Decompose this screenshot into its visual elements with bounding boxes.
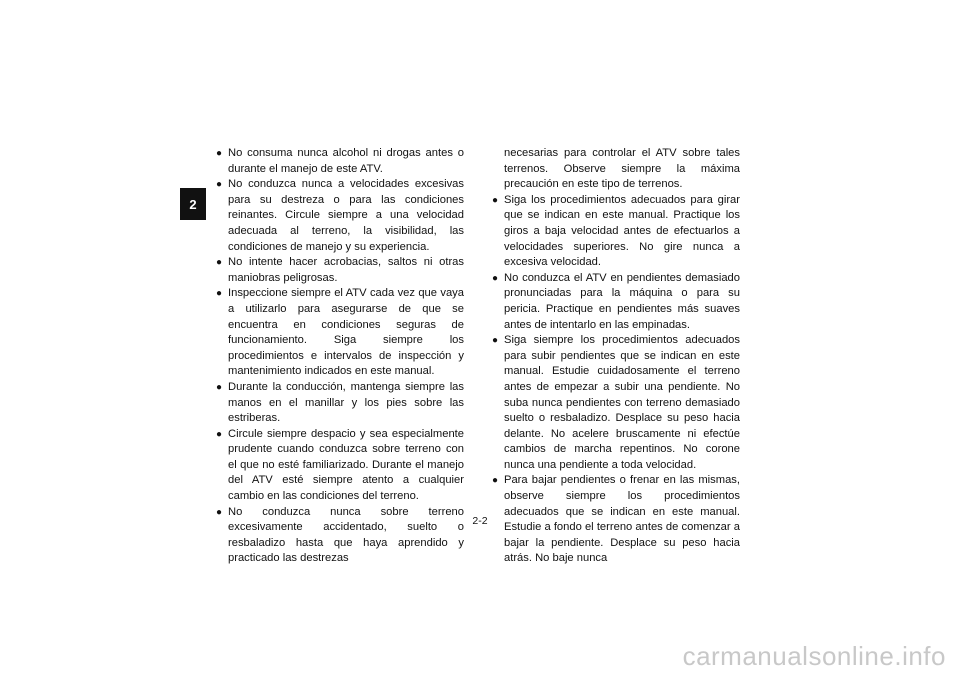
- bullet-icon: ●: [216, 381, 223, 393]
- list-item-text: No conduzca el ATV en pendientes demasiado pronunciadas para la máquina o para su pericia. Practique en pendientes más suaves antes de intentarlo en las empinadas.: [504, 271, 740, 331]
- list-item-text: Inspeccione siempre el ATV cada vez que vaya a utilizarlo para asegurarse de que se encuentra en condiciones seguras de funcionamiento. Siga siempre los procedimientos e intervalos de inspección y mantenimiento indicados en este manual.: [228, 287, 464, 378]
- bullet-icon: ●: [216, 179, 223, 191]
- bullet-icon: ●: [216, 288, 223, 300]
- right-column: [492, 146, 740, 567]
- list-item: [216, 177, 464, 255]
- continued-text: necesarias para controlar el ATV sobre tales terrenos. Observe siempre la máxima precaución en este tipo de terrenos.: [504, 147, 740, 191]
- list-item: [492, 333, 740, 473]
- bullet-icon: ●: [492, 475, 499, 487]
- bullet-icon: ●: [216, 257, 223, 269]
- bullet-icon: ●: [492, 194, 499, 206]
- bullet-icon: ●: [216, 428, 223, 440]
- list-item: [216, 380, 464, 427]
- list-item-text: No conduzca nunca a velocidades excesivas para su destreza o para las condiciones reinantes. Circule siempre a una velocidad adecuada al terreno, la visibilidad, las condiciones de manejo y su experiencia.: [228, 178, 464, 253]
- chapter-tab: 2: [180, 188, 206, 220]
- list-item-text: No conduzca nunca sobre terreno excesivamente accidentado, suelto o resbaladizo hasta que haya aprendido y practicado las destrezas: [228, 505, 464, 565]
- list-item: [492, 271, 740, 333]
- list-item: [216, 286, 464, 380]
- page-number: 2-2: [472, 515, 488, 527]
- list-item-text: Para bajar pendientes o frenar en las mismas, observe siempre los procedimientos adecuados que se indican en este manual. Estudie a fondo el terreno antes de comenzar a bajar la pendiente. Desplace su peso hacia atrás. No baje nunca: [504, 474, 740, 565]
- list-item: [216, 255, 464, 286]
- bullet-icon: ●: [492, 335, 499, 347]
- bullet-icon: ●: [216, 148, 223, 159]
- watermark: carmanualsonline.info: [682, 641, 946, 671]
- list-item: [216, 427, 464, 505]
- bullet-icon: ●: [492, 272, 499, 284]
- list-item-text: Circule siempre despacio y sea especialmente prudente cuando conduzca sobre terreno con el que no esté familiarizado. Durante el manejo del ATV esté siempre atento a cualquier cambio en las condiciones del terreno.: [228, 427, 464, 503]
- left-column: [216, 146, 464, 567]
- list-item-text: Siga los procedimientos adecuados para girar que se indican en este manual. Practique los giros a baja velocidad antes de efectuarlos a velocidades superiores. No gire nunca a excesiva velocidad.: [504, 193, 740, 269]
- list-item: [216, 505, 464, 567]
- list-item-text: Durante la conducción, mantenga siempre las manos en el manillar y los pies sobre las estriberas.: [228, 380, 464, 425]
- bullet-icon: ●: [216, 506, 223, 518]
- list-item: [216, 146, 464, 177]
- list-item-text: Siga siempre los procedimientos adecuados para subir pendientes que se indican en este manual. Estudie cuidadosamente el terreno antes de empezar a subir una pendiente. No suba nunca pendientes con terreno demasiado suelto o resbaladizo. Desplace su peso hacia delante. No acelere bruscamente ni efectúe cambios de marcha repentinos. No corone nunca una pendiente a toda velocidad.: [504, 334, 740, 471]
- list-item-text: No intente hacer acrobacias, saltos ni otras maniobras peligrosas.: [228, 256, 464, 284]
- list-item: [492, 193, 740, 271]
- list-item-text: No consuma nunca alcohol ni drogas antes o durante el manejo de este ATV.: [228, 147, 464, 175]
